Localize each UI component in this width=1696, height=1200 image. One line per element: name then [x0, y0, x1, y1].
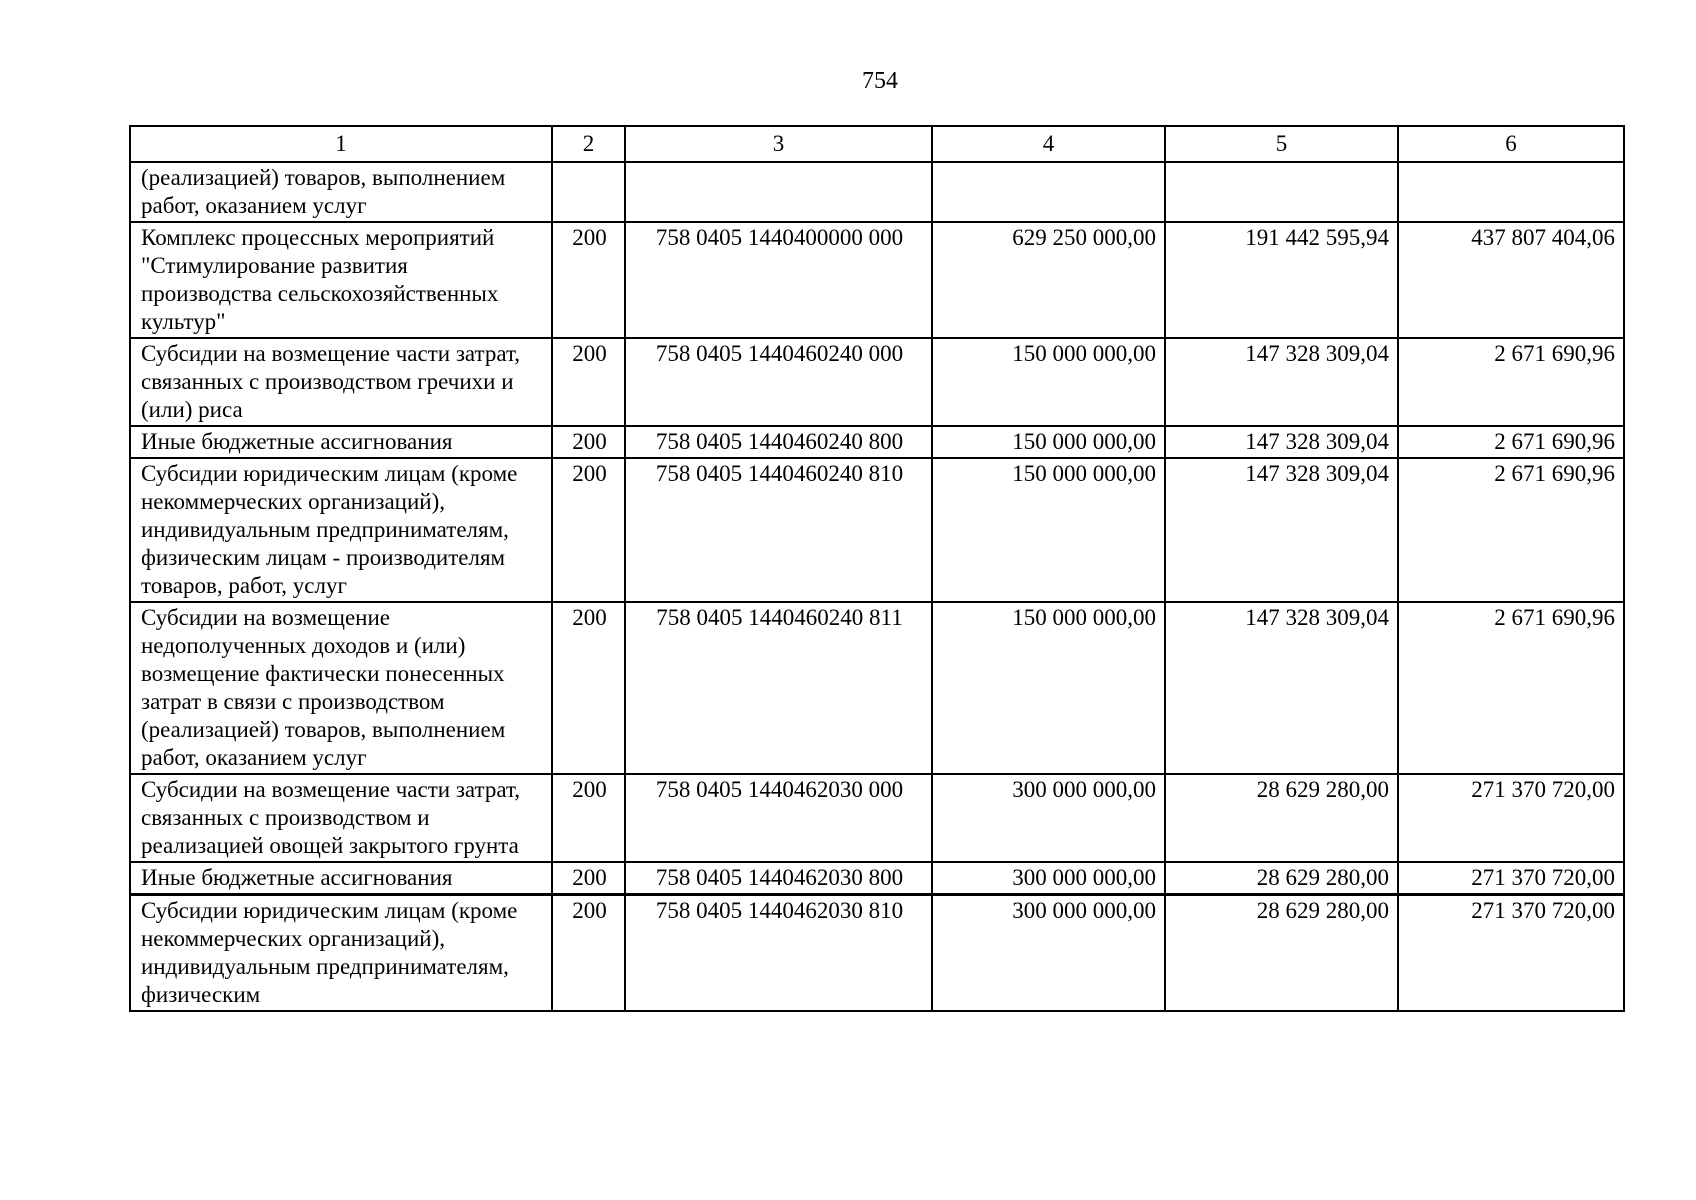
row-value-6: 2 671 690,96 [1398, 458, 1624, 602]
table-row [130, 162, 1624, 222]
column-header-3: 3 [625, 126, 932, 162]
page-number: 754 [862, 68, 898, 94]
row-name: Иные бюджетные ассигнования [130, 862, 552, 895]
row-value-6: 437 807 404,06 [1398, 222, 1624, 338]
table-row [130, 458, 1624, 602]
row-value-6: 2 671 690,96 [1398, 602, 1624, 774]
row-value-5 [1165, 162, 1398, 222]
row-value-4: 150 000 000,00 [932, 458, 1165, 602]
row-value-5: 147 328 309,04 [1165, 426, 1398, 458]
table-row [130, 895, 1624, 1012]
row-col2 [552, 162, 625, 222]
row-col2: 200 [552, 774, 625, 862]
row-value-4: 300 000 000,00 [932, 862, 1165, 895]
row-code: 758 0405 1440462030 800 [625, 862, 932, 895]
row-value-4: 300 000 000,00 [932, 774, 1165, 862]
row-value-4: 300 000 000,00 [932, 895, 1165, 1012]
row-name: Субсидии на возмещение части затрат, связанных с производством и реализацией овощей закрытого грунта [130, 774, 552, 862]
row-value-6: 2 671 690,96 [1398, 426, 1624, 458]
table-row [130, 338, 1624, 426]
row-col2: 200 [552, 222, 625, 338]
row-code: 758 0405 1440460240 800 [625, 426, 932, 458]
row-name: Субсидии на возмещение части затрат, связанных с производством гречихи и (или) риса [130, 338, 552, 426]
row-col2: 200 [552, 338, 625, 426]
row-value-5: 28 629 280,00 [1165, 862, 1398, 895]
row-code: 758 0405 1440462030 000 [625, 774, 932, 862]
row-name: Комплекс процессных мероприятий "Стимулирование развития производства сельскохозяйственных культур" [130, 222, 552, 338]
table-row [130, 774, 1624, 862]
row-name: Субсидии юридическим лицам (кроме некоммерческих организаций), индивидуальным предпринимателям, физическим [130, 895, 552, 1012]
row-col2: 200 [552, 862, 625, 895]
header-row [130, 126, 1624, 162]
row-name: Субсидии юридическим лицам (кроме некоммерческих организаций), индивидуальным предпринимателям, физическим лицам - производителям товаров, работ, услуг [130, 458, 552, 602]
column-header-5: 5 [1165, 126, 1398, 162]
row-value-4: 150 000 000,00 [932, 426, 1165, 458]
table-row [130, 602, 1624, 774]
row-value-6: 271 370 720,00 [1398, 862, 1624, 895]
table-row [130, 426, 1624, 458]
table-row [130, 862, 1624, 895]
column-header-2: 2 [552, 126, 625, 162]
column-header-6: 6 [1398, 126, 1624, 162]
table-row [130, 222, 1624, 338]
column-header-4: 4 [932, 126, 1165, 162]
row-col2: 200 [552, 426, 625, 458]
row-value-4: 629 250 000,00 [932, 222, 1165, 338]
row-col2: 200 [552, 458, 625, 602]
row-value-5: 28 629 280,00 [1165, 895, 1398, 1012]
column-header-1: 1 [130, 126, 552, 162]
row-col2: 200 [552, 895, 625, 1012]
row-value-6: 271 370 720,00 [1398, 774, 1624, 862]
budget-table [129, 125, 1625, 1012]
row-name: Субсидии на возмещение недополученных доходов и (или) возмещение фактически понесенных затрат в связи с производством (реализацией) товаров, выполнением работ, оказанием услуг [130, 602, 552, 774]
row-value-4 [932, 162, 1165, 222]
row-value-5: 28 629 280,00 [1165, 774, 1398, 862]
row-name: (реализацией) товаров, выполнением работ, оказанием услуг [130, 162, 552, 222]
row-code: 758 0405 1440462030 810 [625, 895, 932, 1012]
row-name: Иные бюджетные ассигнования [130, 426, 552, 458]
row-value-5: 147 328 309,04 [1165, 458, 1398, 602]
row-code: 758 0405 1440460240 811 [625, 602, 932, 774]
row-code: 758 0405 1440460240 000 [625, 338, 932, 426]
row-value-6: 271 370 720,00 [1398, 895, 1624, 1012]
row-value-5: 147 328 309,04 [1165, 338, 1398, 426]
row-code: 758 0405 1440460240 810 [625, 458, 932, 602]
row-value-6 [1398, 162, 1624, 222]
row-value-4: 150 000 000,00 [932, 338, 1165, 426]
row-value-6: 2 671 690,96 [1398, 338, 1624, 426]
row-code: 758 0405 1440400000 000 [625, 222, 932, 338]
row-value-4: 150 000 000,00 [932, 602, 1165, 774]
row-value-5: 191 442 595,94 [1165, 222, 1398, 338]
row-value-5: 147 328 309,04 [1165, 602, 1398, 774]
row-col2: 200 [552, 602, 625, 774]
row-code [625, 162, 932, 222]
